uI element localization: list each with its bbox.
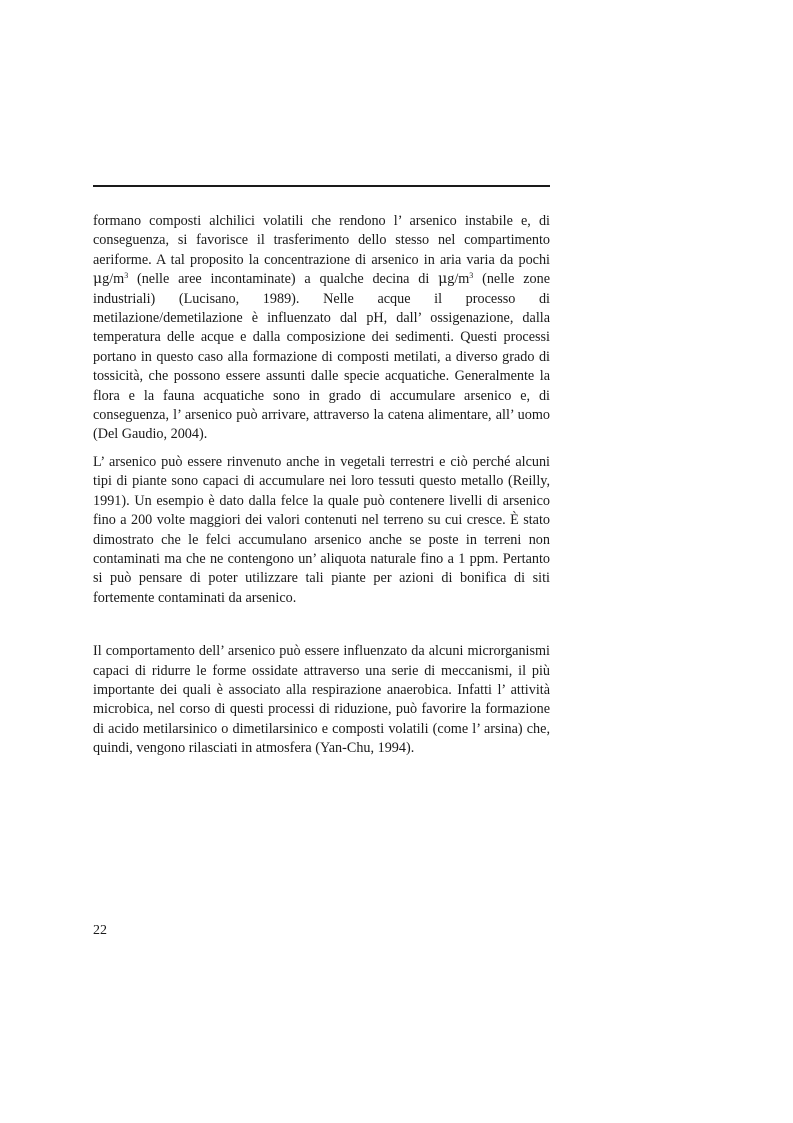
paragraph-1-part-2: (nelle aree incontaminate) a qualche decina di — [128, 271, 439, 288]
micro-symbol: μ — [438, 271, 448, 288]
paragraph-1-part-1: formano composti alchilici volatili che rendono l’ arsenico instabile e, di conseguenza, si favorisce il trasferimento dello stesso nel compartimento aeriforme. A tal proposito la concentrazione di arsenico in aria varia da pochi — [93, 213, 550, 268]
exponent: 3 — [124, 271, 129, 281]
body-text — [93, 212, 550, 759]
paragraph-1-part-3: (nelle zone industriali) (Lucisano, 1989). Nelle acque il processo di metilazione/demetilazione è influenzato dal pH, dall’ ossigenazione, dalla temperatura delle acque e dalla composizione dei sedimenti. Questi processi portano in questo caso alla formazione di composti metilati, a diverso grado di tossicità, che possono essere assunti dalle specie acquatiche. Generalmente la flora e la fauna acquatiche sono in grado di accumulare arsenico e, di conseguenza, l’ arsenico può arrivare, attraverso la catena alimentare, all’ uomo (Del Gaudio, 2004). — [93, 271, 550, 443]
exponent: 3 — [469, 271, 474, 281]
paragraph-arsenic-air-water — [93, 212, 550, 445]
unit-g-per-m: g/m — [102, 271, 125, 288]
paragraph-arsenic-plants: L’ arsenico può essere rinvenuto anche in vegetali terrestri e ciò perché alcuni tipi di piante sono capaci di accumulare nei loro tessuti questo metallo (Reilly, 1991). Un esempio è dato dalla felce la quale può contenere livelli di arsenico fino a 200 volte maggiori dei valori contenuti nel terreno su cui cresce. È stato dimostrato che le felci accumulano arsenico anche se poste in terreni non contaminati ma che ne contengono un’ aliquota naturale fino a 1 ppm. Pertanto si può pensare di poter utilizzare tali piante per azioni di bonifica di siti fortemente contaminati da arsenico. — [93, 453, 550, 606]
header-rule — [93, 185, 550, 187]
page-number: 22 — [93, 923, 107, 938]
paragraph-arsenic-microorganisms: Il comportamento dell’ arsenico può essere influenzato da alcuni microrganismi capaci di ridurre le forme ossidate attraverso una serie di meccanismi, il più importante dei quali è associato alla respirazione anaerobica. Infatti l’ attività microbica, nel corso di questi processi di riduzione, può favorire la formazione di acido metilarsinico o dimetilarsinico e composti volatili (come l’ arsina) che, quindi, vengono rilasciati in atmosfera (Yan-Chu, 1994). — [93, 643, 550, 757]
unit-g-per-m: g/m — [447, 271, 470, 288]
micro-symbol: μ — [93, 271, 103, 288]
